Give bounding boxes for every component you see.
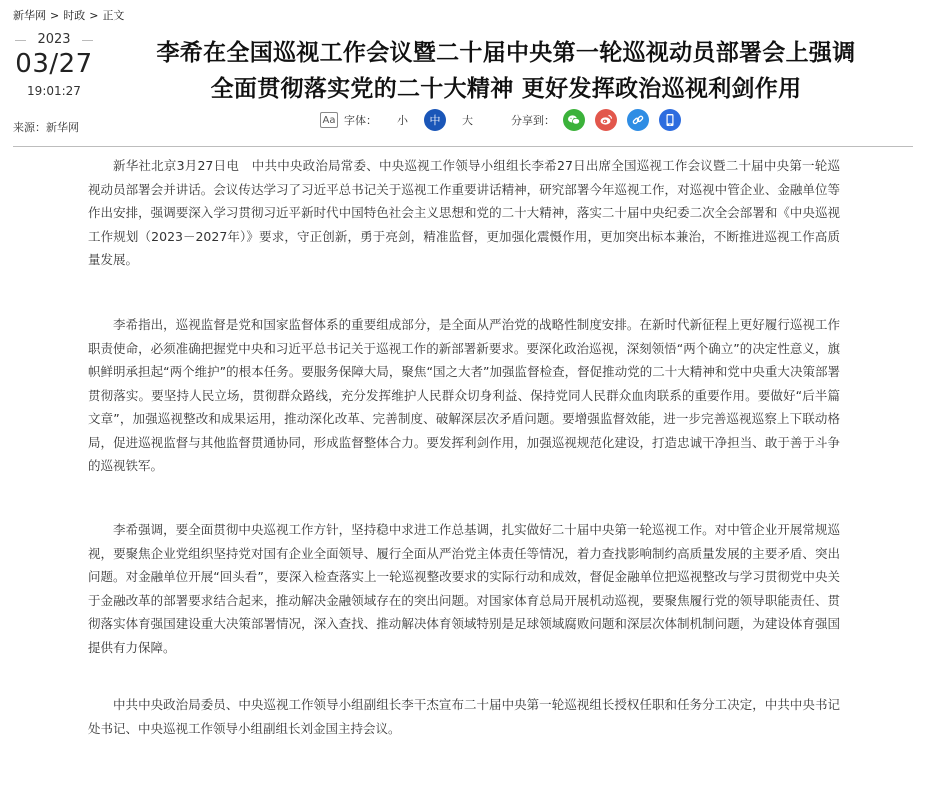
- publish-year: 2023: [13, 32, 95, 47]
- weibo-icon[interactable]: [595, 109, 617, 131]
- article-title-line-1: 李希在全国巡视工作会议暨二十届中央第一轮巡视动员部署会上强调: [156, 40, 856, 66]
- font-size-icon: Aa: [320, 112, 338, 128]
- article-paragraph: 新华社北京3月27日电 中共中央政治局常委、中央巡视工作领导小组组长李希27日出席全国巡视工作会议暨二十届中央第一轮巡视动员部署会并讲话。会议传达学习了习近平总书记关于巡视工作重要讲话精神，研究部署今年巡视工作，对巡视中管企业、金融单位等作出安排，强调要深入学习贯彻习近平新时代中国特色社会主义思想和党的二十大精神，落实二十届中央纪委二次全会部署和《中央巡视工作规划（2023－2027年）》要求，守正创新，勇于亮剑，精准监督，更加强化震慑作用，更加突出标本兼治，不断推进巡视工作高质量发展。: [88, 158, 840, 267]
- article-toolbar: [320, 108, 681, 132]
- publish-date-box: [13, 32, 95, 98]
- breadcrumb-current: 正文: [102, 9, 125, 22]
- breadcrumb-home-link[interactable]: 新华网: [13, 9, 46, 22]
- article-paragraph: 李希强调，要全面贯彻中央巡视工作方针，坚持稳中求进工作总基调，扎实做好二十届中央第一轮巡视工作。对中管企业开展常规巡视，要聚焦企业党组织坚持党对国有企业全面领导、履行全面从严治党主体责任等情况，着力查找影响制约高质量发展的主要矛盾、突出问题。对金融单位开展“回头看”，要深入检查落实上一轮巡视整改要求的实际行动和成效，督促金融单位把巡视整改与学习贯彻党中央关于金融改革的部署要求结合起来，推动解决金融领域存在的突出问题。对国家体育总局开展机动巡视，要聚焦履行党的领导职能责任、贯彻落实体育强国建设重大决策部署情况，深入查找、推动解决体育领域特别是足球领域腐败问题和深层次体制机制问题，为建设体育强国提供有力保障。: [88, 522, 840, 655]
- wechat-icon[interactable]: [563, 109, 585, 131]
- breadcrumb-separator: >: [50, 9, 60, 22]
- breadcrumb-politics-link[interactable]: 时政: [63, 9, 86, 22]
- breadcrumb-separator: >: [89, 9, 99, 22]
- font-size-medium-button[interactable]: 中: [424, 109, 446, 131]
- breadcrumb: [13, 7, 124, 23]
- publish-month-day: 03/27: [15, 49, 93, 79]
- article-source: 来源：新华网: [13, 121, 79, 134]
- article-paragraph: 李希指出，巡视监督是党和国家监督体系的重要组成部分，是全面从严治党的战略性制度安排。在新时代新征程上更好履行巡视工作职责使命，必须准确把握党中央和习近平总书记关于巡视工作的新部署新要求。要深化政治巡视，深刻领悟“两个确立”的决定性意义，旗帜鲜明承担起“两个维护”的根本任务。要服务保障大局，聚焦“国之大者”加强监督检查，督促推动党的二十大精神和党中央重大决策部署贯彻落实。要坚持人民立场，贯彻群众路线，充分发挥维护人民群众切身利益、保持党同人民群众血肉联系的重要作用。要做好“后半篇文章”，加强巡视整改和成果运用，推动深化改革、完善制度、破解深层次矛盾问题。要增强监督效能，进一步完善巡视巡察上下联动格局，促进巡视监督与其他监督贯通协同，形成监督整体合力。要发挥利剑作用，加强巡视规范化建设，打造忠诚干净担当、敢于善于斗争的巡视铁军。: [88, 317, 840, 473]
- article-title-line-2: 全面贯彻落实党的二十大精神 更好发挥政治巡视利剑作用: [210, 76, 802, 102]
- article-paragraph: 中共中央政治局委员、中央巡视工作领导小组副组长李干杰宣布二十届中央第一轮巡视组长授权任职和任务分工决定，中共中央书记处书记、中央巡视工作领导小组副组长刘金国主持会议。: [88, 697, 840, 736]
- font-size-small-button[interactable]: 小: [397, 114, 408, 127]
- header-divider: [13, 146, 913, 147]
- share-label: 分享到：: [511, 114, 555, 127]
- font-label: 字体：: [344, 114, 377, 127]
- mobile-icon[interactable]: [659, 109, 681, 131]
- publish-time: 19:01:27: [27, 84, 81, 98]
- link-icon[interactable]: [627, 109, 649, 131]
- font-size-large-button[interactable]: 大: [462, 114, 473, 127]
